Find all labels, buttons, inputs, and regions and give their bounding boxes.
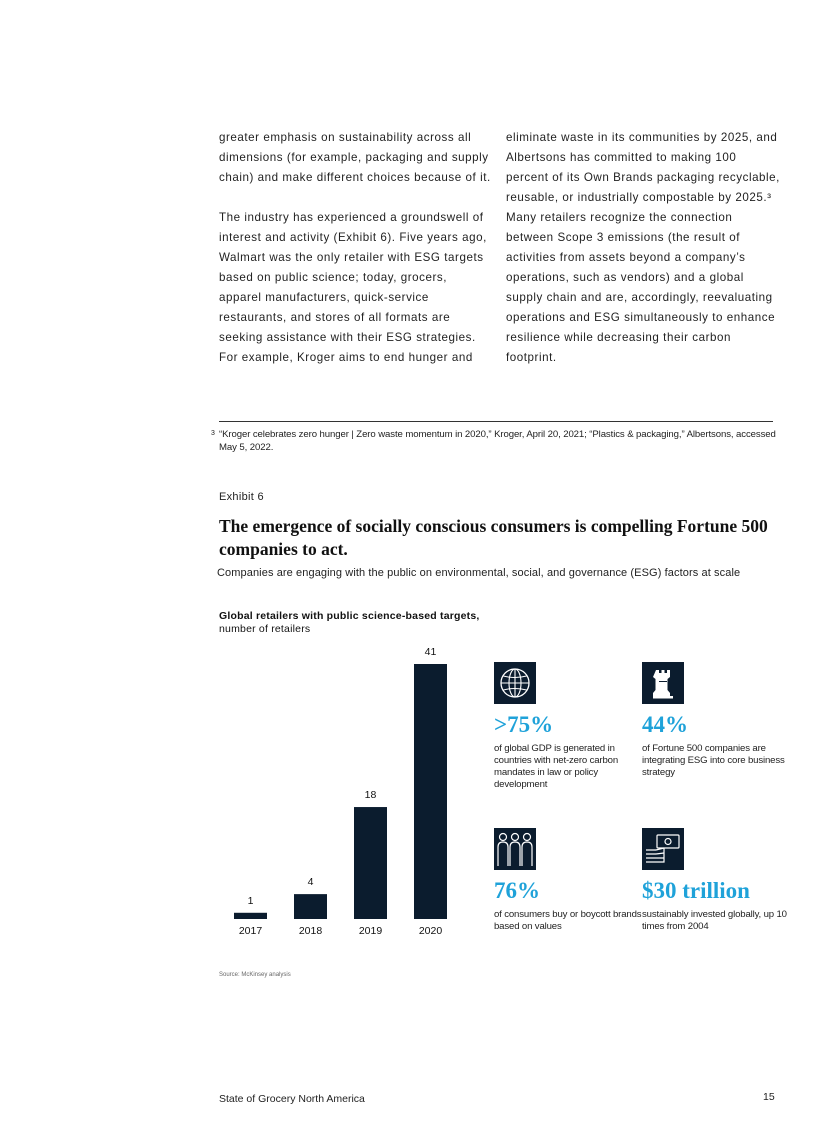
stat-fortune500 (642, 662, 792, 779)
stat-consumers (494, 828, 644, 933)
stat-description: sustainably invested globally, up 10 times from 2004 (642, 909, 787, 932)
footnote (211, 428, 779, 454)
globe-icon (494, 662, 536, 704)
stat-description: of global GDP is generated in countries with net-zero carbon mandates in law or policy development (494, 743, 619, 790)
chart-title-unit: number of retailers (219, 623, 311, 635)
stat-value: $30 trillion (642, 878, 750, 903)
stat-value: >75% (494, 712, 554, 737)
bar-chart (222, 640, 462, 940)
exhibit-label: Exhibit 6 (219, 491, 264, 503)
stat-investment (642, 828, 792, 933)
stat-description: of Fortune 500 companies are integrating ESG into core business strategy (642, 743, 785, 778)
bar-2019 (354, 807, 387, 919)
chart-title (219, 610, 489, 636)
page-number: 15 (763, 1091, 775, 1103)
money-stack-icon (642, 828, 684, 870)
footnote-divider (219, 421, 773, 422)
bar-2018 (294, 894, 327, 919)
body-paragraph: eliminate waste in its communities by 2025, and Albertsons has committed to making 100 percent of its Own Brands packaging recyclable, reusable, or industrially compostable by 2025.³ Many retailers recognize the connection between Scope 3 emissions (the result of activities from assets beyond a company’s operations, such as vendors) and a global supply chain and are, accordingly, reevaluating operations and ESG simultaneously to enhance resilience while decreasing their carbon footprint. (506, 131, 780, 364)
data-label-2020: 41 (424, 646, 437, 658)
tick-label-2018: 2018 (298, 925, 323, 937)
bar-2017 (234, 913, 267, 919)
exhibit-title: The emergence of socially conscious consumers is compelling Fortune 500 companies to act. (219, 516, 768, 559)
stat-value: 44% (642, 712, 688, 737)
footnote-marker: 3 (211, 430, 215, 437)
body-paragraph: greater emphasis on sustainability across all dimensions (for example, packaging and supply chain) and make different choices because of it. (219, 131, 491, 184)
stat-description: of consumers buy or boycott brands based on values (494, 909, 642, 932)
chart-title-main: Global retailers with public science-based targets, (219, 610, 480, 622)
footer-publication: State of Grocery North America (219, 1093, 365, 1105)
body-column-left (219, 128, 491, 388)
data-label-2019: 18 (364, 789, 377, 802)
source-note: Source: McKinsey analysis (219, 972, 291, 978)
data-label-2018: 4 (307, 876, 314, 889)
tick-label-2019: 2019 (358, 925, 383, 937)
people-group-icon (494, 828, 536, 870)
footnote-text: “Kroger celebrates zero hunger | Zero waste momentum in 2020,” Kroger, April 20, 2021; “Plastics & packaging,” Albertsons, accessed May 5, 2022. (219, 429, 776, 453)
data-label-2017: 1 (247, 894, 254, 907)
stat-gdp (494, 662, 644, 791)
body-column-right (506, 128, 781, 388)
exhibit-subtitle: Companies are engaging with the public on environmental, social, and governance (ESG) factors at scale (217, 567, 741, 579)
chess-rook-icon (642, 662, 684, 704)
body-paragraph: The industry has experienced a groundswell of interest and activity (Exhibit 6). Five years ago, Walmart was the only retailer with ESG targets based on public science; today, grocers, apparel manufacturers, quick-service restaurants, and stores of all formats are seeking assistance with their ESG strategies. For example, Kroger aims to end hunger and (219, 211, 487, 364)
bar-2020 (414, 664, 447, 919)
tick-label-2017: 2017 (238, 925, 263, 937)
tick-label-2020: 2020 (418, 925, 443, 937)
stat-value: 76% (494, 878, 540, 903)
